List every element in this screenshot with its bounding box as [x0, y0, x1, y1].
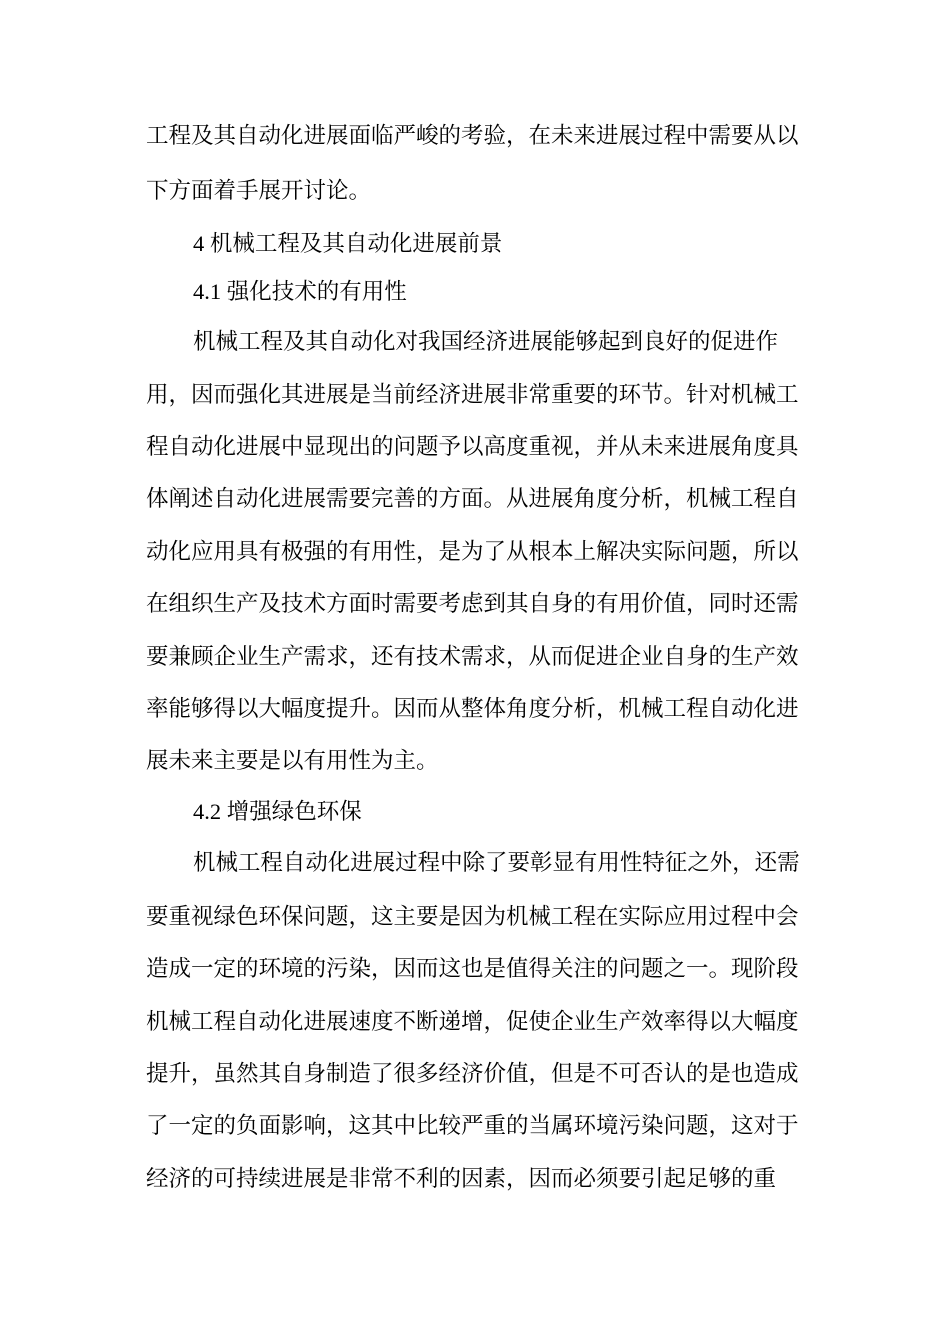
- paragraph-line: 了一定的负面影响，这其中比较严重的当属环境污染问题，这对于: [146, 1113, 799, 1139]
- paragraph-line: 程自动化进展中显现出的问题予以高度重视，并从未来进展角度具: [146, 434, 799, 460]
- paragraph-line: 经济的可持续进展是非常不利的因素，因而必须要引起足够的重: [146, 1166, 777, 1192]
- paragraph-line: 要重视绿色环保问题，这主要是因为机械工程在实际应用过程中会: [146, 904, 799, 930]
- paragraph-line: 体阐述自动化进展需要完善的方面。从进展角度分析，机械工程自: [146, 486, 799, 512]
- paragraph-line: 机械工程自动化进展速度不断递增，促使企业生产效率得以大幅度: [146, 1009, 799, 1035]
- subsection-heading: 4.1 强化技术的有用性: [193, 279, 407, 304]
- subsection-heading: 4.2 增强绿色环保: [193, 799, 362, 824]
- paragraph-line: 提升，虽然其自身制造了很多经济价值，但是不可否认的是也造成: [146, 1061, 799, 1087]
- paragraph-line: 率能够得以大幅度提升。因而从整体角度分析，机械工程自动化进: [146, 696, 799, 722]
- section-heading: 4 机械工程及其自动化进展前景: [193, 231, 503, 256]
- paragraph-line: 在组织生产及技术方面时需要考虑到其自身的有用价值，同时还需: [146, 591, 799, 617]
- paragraph-line: 展未来主要是以有用性为主。: [146, 748, 439, 774]
- paragraph-line: 要兼顾企业生产需求，还有技术需求，从而促进企业自身的生产效: [146, 644, 799, 670]
- paragraph-line: 用，因而强化其进展是当前经济进展非常重要的环节。针对机械工: [146, 382, 799, 408]
- paragraph-line: 下方面着手展开讨论。: [146, 178, 372, 204]
- paragraph-line: 造成一定的环境的污染，因而这也是值得关注的问题之一。现阶段: [146, 956, 799, 982]
- paragraph-line: 机械工程自动化进展过程中除了要彰显有用性特征之外，还需: [193, 850, 800, 876]
- paragraph-line: 工程及其自动化进展面临严峻的考验，在未来进展过程中需要从以: [146, 123, 799, 149]
- paragraph-line: 机械工程及其自动化对我国经济进展能够起到良好的促进作: [193, 329, 779, 355]
- paragraph-line: 动化应用具有极强的有用性，是为了从根本上解决实际问题，所以: [146, 539, 799, 565]
